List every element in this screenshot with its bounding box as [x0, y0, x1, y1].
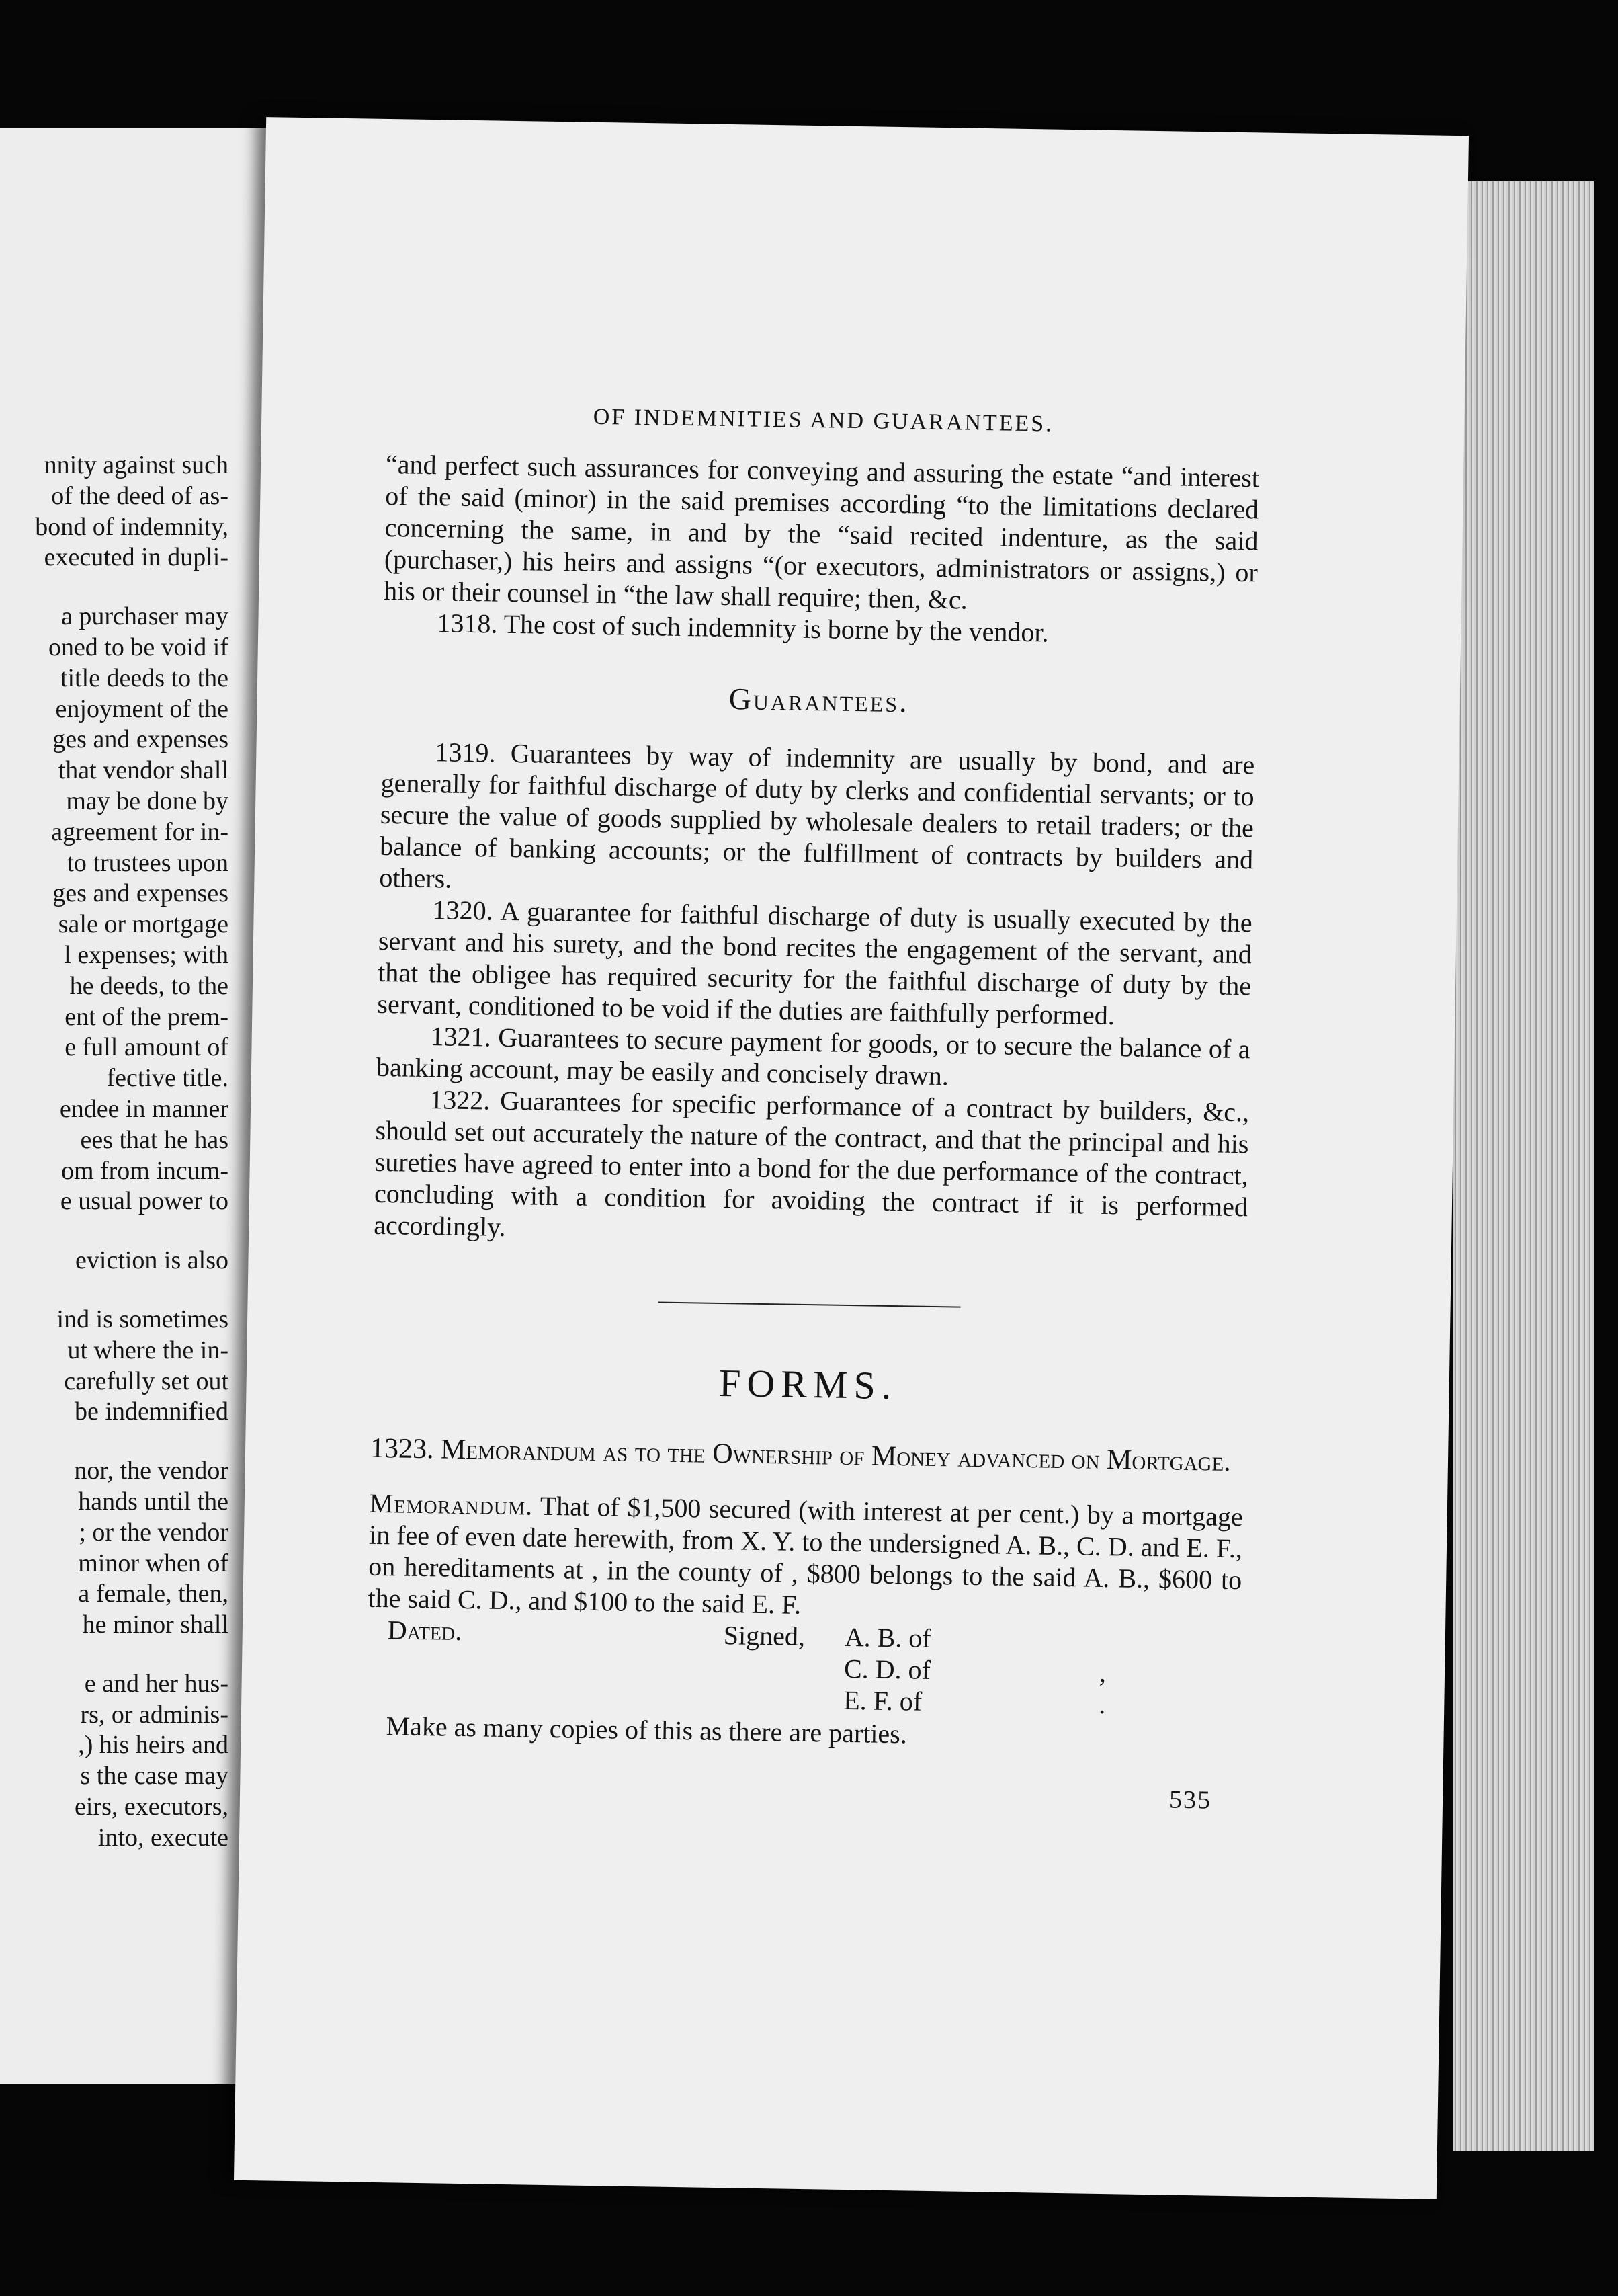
left-page-line: ; or the vendor — [79, 1518, 228, 1547]
left-page-line: eviction is also — [75, 1246, 228, 1275]
section-title-guarantees: Guarantees. — [728, 682, 910, 719]
left-page-line: e and her hus- — [84, 1669, 228, 1698]
left-page-line: ges and expenses — [52, 725, 228, 754]
left-page-line: eirs, executors, — [75, 1793, 228, 1821]
left-page-line: nor, the vendor — [74, 1457, 228, 1485]
paragraph-1321: 1321. Guarantees to secure payment for goods, or to secure the balance of a banking account, may be easily and concisely drawn. — [376, 1021, 1250, 1092]
left-page-line: title deeds to the — [60, 663, 228, 692]
left-page-line: minor when of — [78, 1549, 228, 1577]
page-number: 535 — [1168, 1785, 1212, 1815]
memorandum-text — [368, 1487, 1243, 1627]
signature-line: E. F. of — [843, 1684, 923, 1717]
page-content — [365, 401, 1261, 1815]
left-page-line: ind is sometimes — [56, 1305, 228, 1334]
left-page-line: ees that he has — [80, 1125, 228, 1154]
left-page-line: that vendor shall — [58, 756, 228, 785]
left-page-text — [0, 450, 228, 1854]
continuation-paragraph: “and perfect such assurances for conveying and assuring the estate “and interest of the said (minor) in the said premises according “to the limitations declared concerning the same, in and by the “said recited indenture, as the said (purchaser,) his heirs and assigns “(or executors, administrators or assigns,) or his or their counsel in “the law shall require; then, &c. — [383, 448, 1260, 615]
left-page-line: enjoyment of the — [55, 694, 228, 723]
left-page-line: nnity against such — [44, 451, 228, 479]
left-page-line: ut where the in- — [67, 1336, 228, 1364]
memorandum-label: Memorandum. — [369, 1487, 534, 1521]
left-page-line: hands until the — [78, 1487, 228, 1516]
left-page-line: a female, then, — [78, 1580, 228, 1608]
left-page-line: be indemnified — [75, 1397, 228, 1426]
memorandum-body: That of $1,500 secured (with interest at per cent.) by a mortgage in fee of even date herewith, from X. Y. to the undersigned A. B., C. D. and E. F., on hereditaments at , in the county of , $800 belongs to the said A. B., $600 to the said C. D., and $100 to the said E. F. — [368, 1490, 1244, 1620]
forms-title: FORMS. — [718, 1360, 898, 1408]
left-page-line: of the deed of as- — [51, 481, 228, 510]
left-page-line: carefully set out — [64, 1366, 228, 1395]
left-page-line: agreement for in- — [51, 817, 228, 846]
left-page-line: sale or mortgage — [58, 910, 228, 939]
left-page-line: s the case may — [80, 1762, 228, 1791]
signed-label: Signed, — [723, 1620, 806, 1652]
left-page-line: om from incum- — [60, 1156, 228, 1185]
form-1323-heading: 1323. Memorandum as to the Ownership of Money advanced on Mortgage. — [370, 1432, 1232, 1477]
page-edges — [1453, 181, 1594, 2151]
left-page-line: bond of indemnity, — [35, 512, 228, 541]
right-page — [234, 117, 1469, 2199]
left-page-line: to trustees upon — [67, 848, 228, 877]
left-page-line: he minor shall — [82, 1610, 228, 1639]
left-page-line: executed in dupli- — [44, 543, 228, 572]
left-page-line: ent of the prem- — [65, 1002, 228, 1031]
left-page-line: he deeds, to the — [69, 971, 228, 1000]
signature-line: A. B. of — [844, 1621, 932, 1653]
left-page-line: fective title. — [106, 1064, 228, 1093]
left-page-line: l expenses; with — [64, 940, 228, 969]
paragraph-1322: 1322. Guarantees for specific performance of a contract by builders, &c., should set out accurately the nature of the contract, and that the principal and his sureties have agreed to enter into a bond for the due performance of the contract, concluding with a condition for avoiding the contract if it is performed accordingly. — [373, 1084, 1250, 1242]
copies-note: Make as many copies of this as there are parties. — [386, 1711, 908, 1750]
left-page-line: may be done by — [66, 786, 228, 815]
left-page-line: ,) his heirs and — [78, 1731, 228, 1760]
signature-line: C. D. of — [843, 1653, 931, 1685]
paragraph-1319: 1319. Guarantees by way of indemnity are usually by bond, and are generally for faithful discharge of duty by clerks and confidential servants; or to secure the value of goods supplied by wholesale dealers to retail traders; or the balance of banking accounts; or the fulfillment of contracts by builders and others. — [379, 737, 1255, 894]
left-page-line: ges and expenses — [52, 879, 228, 908]
signature-end: . — [1098, 1688, 1106, 1720]
signature-end: , — [1099, 1657, 1107, 1688]
dated-label: Dated. — [387, 1614, 462, 1646]
left-page-line: e full amount of — [65, 1033, 228, 1062]
left-page-line: e usual power to — [60, 1187, 228, 1216]
left-page-line: oned to be void if — [48, 632, 228, 661]
paragraph-1318: 1318. The cost of such indemnity is borne by the vendor. — [437, 608, 1049, 648]
left-page-line: rs, or adminis- — [80, 1700, 228, 1729]
paragraph-1320: 1320. A guarantee for faithful discharge of duty is usually executed by the servant and his surety, and the bond recites the engagement of the servant, and that the obligee has required security for the faithful discharge of duty by the servant, conditioned to be void if the duties are faithfully performed. — [377, 895, 1252, 1031]
left-page-line: into, execute — [97, 1823, 228, 1852]
left-page-line: endee in manner — [59, 1094, 228, 1123]
section-divider — [658, 1302, 961, 1308]
left-page-line: a purchaser may — [61, 602, 228, 631]
running-head: OF INDEMNITIES AND GUARANTEES. — [593, 404, 1054, 437]
